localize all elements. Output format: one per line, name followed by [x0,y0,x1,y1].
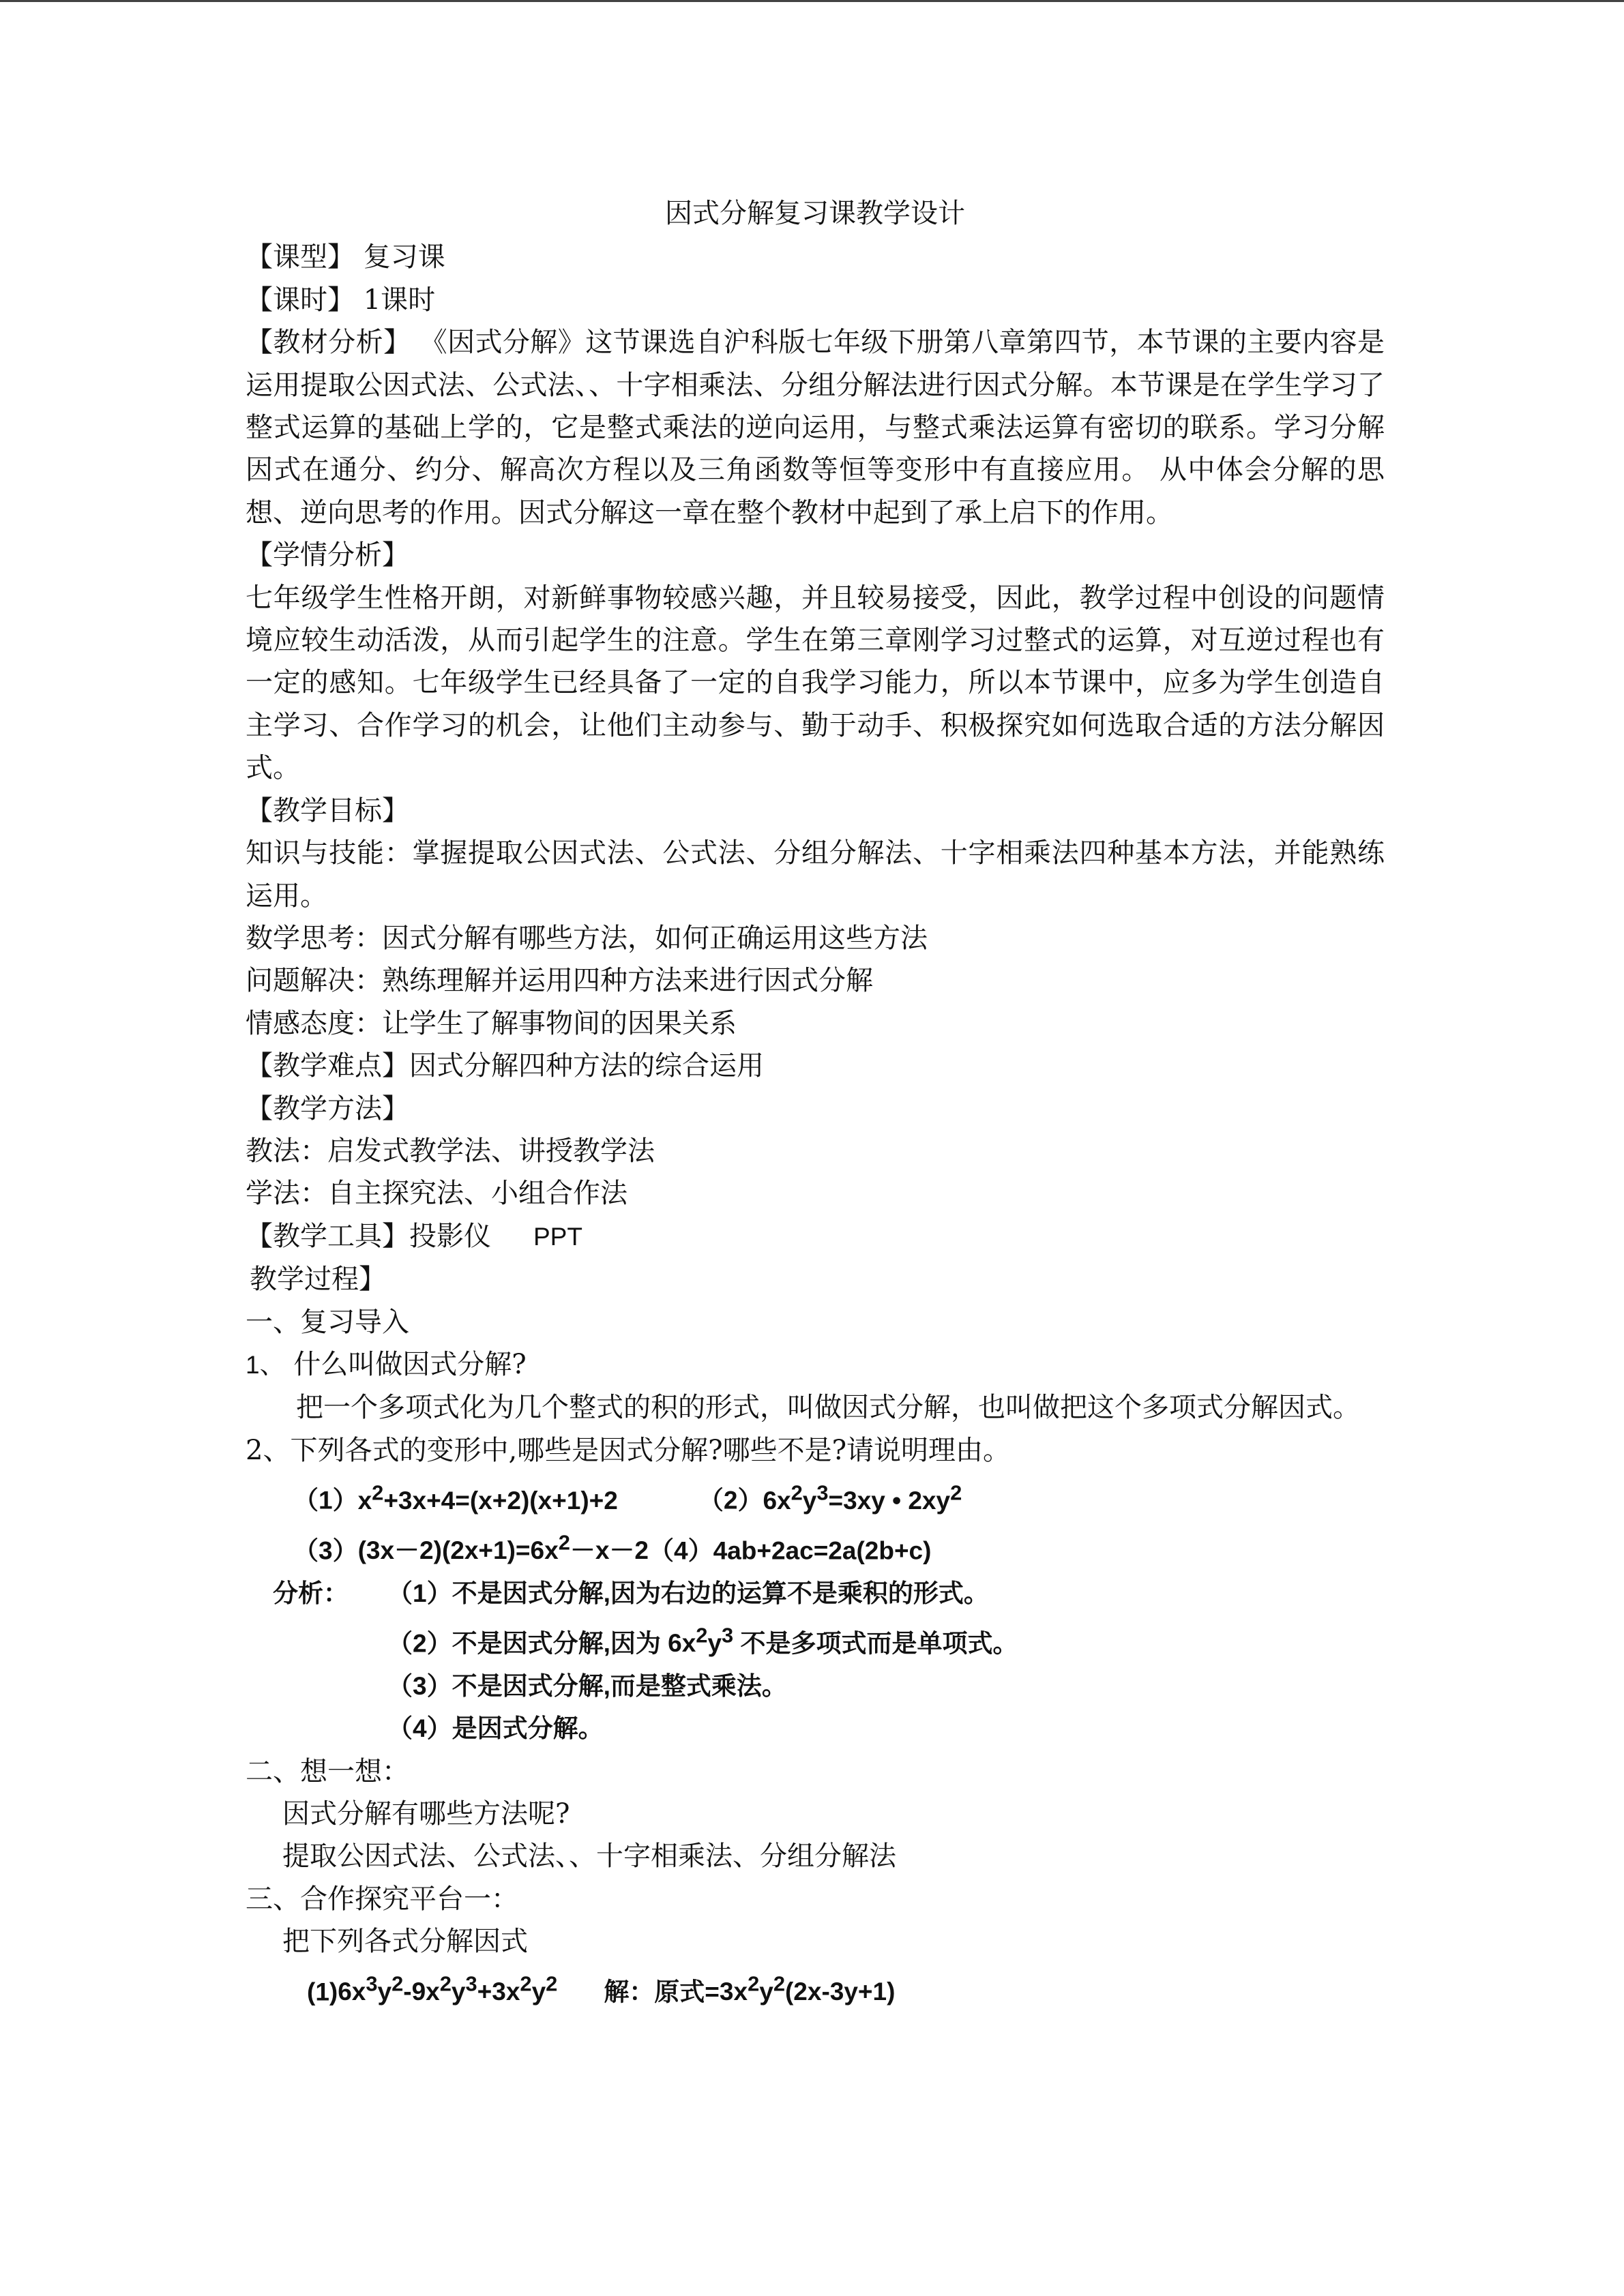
section-review-intro: 一、复习导入 [246,1306,409,1338]
problem-1-label: (1) [307,1977,338,2006]
goal-problem: 问题解决：熟练理解并运用四种方法来进行因式分解 [246,965,873,997]
analysis-2-pre: （2）不是因式分解,因为 [387,1629,661,1658]
example-1-label: （1） [293,1486,358,1515]
question-2: 2、下列各式的变形中,哪些是因式分解?哪些不是?请说明理由。 [246,1434,1011,1466]
example-3-label: （3） [293,1536,358,1565]
goal-thinking: 数学思考：因式分解有哪些方法，如何正确运用这些方法 [246,922,928,954]
question-1-number: 1、 [246,1350,285,1379]
goal-knowledge: 知识与技能：掌握提取公因式法、公式法、分组分解法、十字相乘法四种基本方法，并能熟练运用。 [246,837,1385,912]
analysis-2-expression: $6x^2y^3$ [668,1624,734,1658]
student-analysis: 七年级学生性格开朗，对新鲜事物较感兴趣，并且较易接受，因此，教学过程中创设的问题情境应较生动活泼，从而引起学生的注意。学生在第三章刚学习过整式的运算，对互逆过程也有一定的感知。七年级学生已经具备了一定的自我学习能力，所以本节课中，应多为学生创造自主学习、合作学习的机会，让他们主动参与、勤于动手、积极探究如何选取合适的方法分解因式。 [246,582,1385,784]
question-1-text: 什么叫做因式分解? [293,1348,527,1380]
analysis-4: （4）是因式分解。 [387,1714,604,1743]
student-analysis-heading: 【学情分析】 [246,539,409,571]
document-title: 因式分解复习课教学设计 [665,198,965,229]
example-3-expression: $(3x-2)(2x+1)=6x^2-x-2$ [357,1530,649,1565]
question-1-answer: 把一个多项式化为几个整式的积的形式，叫做因式分解，也叫做把这个多项式分解因式。 [296,1392,1360,1424]
task-instruction: 把下列各式分解因式 [282,1926,528,1958]
teaching-tools [246,1215,1385,1258]
analysis-3: （3）不是因式分解,而是整式乘法。 [387,1671,787,1700]
method-learn: 学法：自主探究法、小组合作法 [246,1178,628,1210]
methods-heading: 【教学方法】 [246,1092,409,1124]
think-answer: 提取公因式法、公式法、、十字相乘法、分组分解法 [282,1840,896,1873]
example-4-expression: 4ab+2ac=2a(2b+c) [713,1536,932,1565]
section-think: 二、想一想： [246,1755,409,1787]
problem-1-expression: $6x^3y^2-9x^2y^3+3x^2y^2$ [338,1971,558,2006]
material-analysis: 【教材分析】 《因式分解》这节课选自沪科版七年级下册第八章第四节，本节课的主要内容是运用提取公因式法、公式法、、十字相乘法、分组分解法进行因式分解。本节课是在学生学习了整式运算的基础上学的，它是整式乘法的逆向运用，与整式乘法运算有密切的联系。学习分解因式在通分、约分、解高次方程以及三角函数等恒等变形中有直接应用。 从中体会分解的思想、逆向思考的作用。因式分解这一章在整个教材中起到了承上启下的作用。 [246,327,1385,528]
analysis-label: 分析： [273,1579,349,1607]
tools-label: 【教学工具】投影仪 [246,1220,491,1252]
solution-expression: $3x^2y^2(2x-3y+1)$ [719,1971,896,2006]
think-question: 因式分解有哪些方法呢? [282,1798,570,1830]
examples-row-1 [246,1472,1385,1522]
example-2-label: （2） [698,1486,763,1515]
question-1 [246,1343,1385,1386]
lesson-hours: 【课时】 1课时 [246,284,436,316]
problem-1 [246,1963,1385,2014]
analysis-1-text: （1）不是因式分解,因为右边的运算不是乘积的形式。 [387,1579,989,1607]
process-heading: 教学过程】 [250,1264,386,1296]
document-page [246,192,1385,2013]
teaching-difficulty: 【教学难点】因式分解四种方法的综合运用 [246,1050,764,1082]
goal-attitude: 情感态度：让学生了解事物间的因果关系 [246,1007,737,1039]
example-2-expression: $6x^2y^3=3xy$ • $2xy^2$ [763,1480,962,1515]
example-1-expression: $x^2+3x+4=(x+2)(x+1)+2$ [357,1480,618,1515]
analysis-2 [246,1615,1385,1665]
method-teach: 教法：启发式教学法、讲授教学法 [246,1135,655,1167]
lesson-type: 【课型】 复习课 [246,241,445,273]
example-4-label: （4） [649,1536,713,1565]
goals-heading: 【教学目标】 [246,794,409,826]
examples-row-2 [246,1522,1385,1572]
page-top-border [0,0,1624,2]
analysis-1 [246,1572,1385,1615]
section-cooperative-inquiry: 三、合作探究平台一： [246,1883,518,1915]
solution-label: 解：原式= [604,1977,720,2006]
tools-ppt: PPT [533,1222,582,1251]
analysis-2-post: 不是多项式而是单项式。 [740,1629,1018,1658]
